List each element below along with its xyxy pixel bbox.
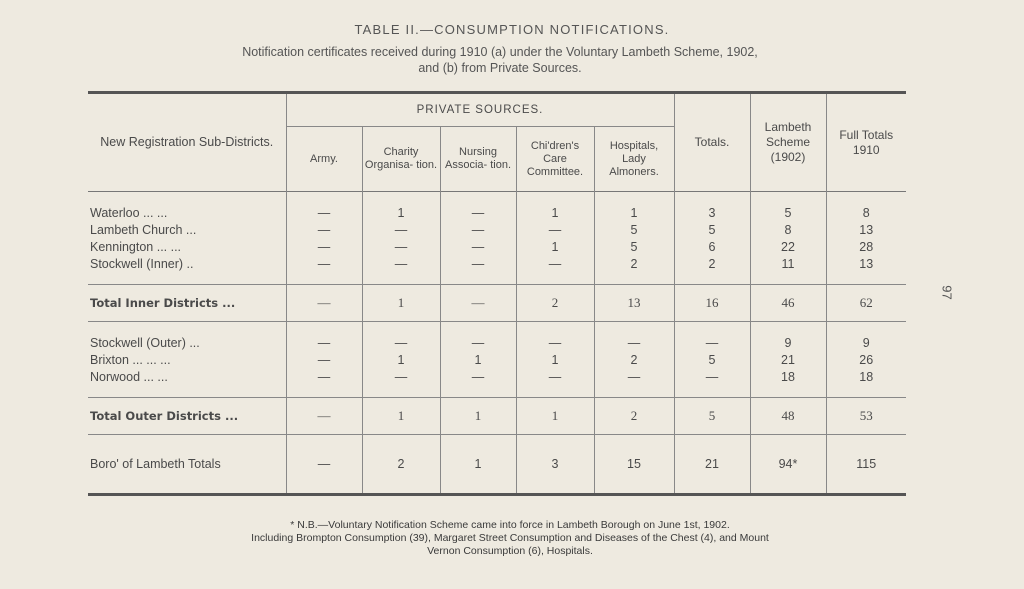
cell: 5 xyxy=(674,398,750,435)
cell: — xyxy=(674,334,750,351)
cell: — xyxy=(440,368,516,385)
cell: 1 xyxy=(362,285,440,322)
cell: 1 xyxy=(362,398,440,435)
page-number: 97 xyxy=(939,285,955,300)
header-nursing: Nursing Associa- tion. xyxy=(440,127,516,192)
row-name: Total Inner Districts ... xyxy=(88,285,286,322)
cell: 1 xyxy=(516,351,594,368)
cell: 28 xyxy=(826,238,906,255)
cell: 1 xyxy=(362,204,440,221)
table-row xyxy=(88,255,906,272)
footnote xyxy=(120,519,900,558)
cell: — xyxy=(362,368,440,385)
cell: — xyxy=(516,221,594,238)
footnote-line-2: Including Brompton Consumption (39), Margaret Street Consumption and Diseases of the Chest (4), and Mount xyxy=(251,532,769,544)
cell: 1 xyxy=(440,398,516,435)
cell: 2 xyxy=(674,255,750,272)
cell: 2 xyxy=(516,285,594,322)
cell: 48 xyxy=(750,398,826,435)
cell: 21 xyxy=(674,435,750,495)
cell: — xyxy=(594,368,674,385)
table-title: TABLE II.—CONSUMPTION NOTIFICATIONS. xyxy=(354,22,670,37)
cell: 1 xyxy=(440,351,516,368)
cell: 53 xyxy=(826,398,906,435)
header-lambeth-scheme: Lambeth Scheme (1902) xyxy=(750,93,826,192)
cell: 22 xyxy=(750,238,826,255)
cell: — xyxy=(440,334,516,351)
header-full-totals: Full Totals 1910 xyxy=(826,93,906,192)
total-inner-districts-row xyxy=(88,285,906,322)
cell: 2 xyxy=(594,398,674,435)
cell: — xyxy=(516,334,594,351)
header-charity: Charity Organisa- tion. xyxy=(362,127,440,192)
table-subtitle xyxy=(100,44,900,76)
table-row xyxy=(88,221,906,238)
cell: 5 xyxy=(750,204,826,221)
cell: 18 xyxy=(750,368,826,385)
cell: 46 xyxy=(750,285,826,322)
cell: — xyxy=(286,255,362,272)
cell: 62 xyxy=(826,285,906,322)
header-district: New Registration Sub-Districts. xyxy=(100,135,274,149)
footnote-line-3: Vernon Consumption (6), Hospitals. xyxy=(427,545,593,557)
cell: 18 xyxy=(826,368,906,385)
header-childrens-care: Chi'dren's Care Committee. xyxy=(516,127,594,192)
cell: — xyxy=(440,238,516,255)
borough-totals-row xyxy=(88,435,906,495)
cell: 13 xyxy=(826,255,906,272)
cell: — xyxy=(286,221,362,238)
cell: 3 xyxy=(516,435,594,495)
cell: — xyxy=(286,398,362,435)
cell: 1 xyxy=(594,204,674,221)
cell: — xyxy=(362,238,440,255)
cell: — xyxy=(440,285,516,322)
cell: 5 xyxy=(594,238,674,255)
cell: 2 xyxy=(362,435,440,495)
subtitle-line-1: Notification certificates received during 1910 (a) under the Voluntary Lambeth Scheme, 1902, xyxy=(242,45,758,59)
cell: — xyxy=(286,285,362,322)
cell: 9 xyxy=(750,334,826,351)
cell: 5 xyxy=(674,351,750,368)
footnote-line-1: * N.B.—Voluntary Notification Scheme came into force in Lambeth Borough on June 1st, 1902. xyxy=(290,519,730,531)
cell: — xyxy=(440,204,516,221)
cell: 94* xyxy=(750,435,826,495)
row-name: Waterloo ... ... xyxy=(90,205,168,220)
cell: 16 xyxy=(674,285,750,322)
cell: 1 xyxy=(516,238,594,255)
row-name: Norwood ... ... xyxy=(90,369,168,384)
header-army: Army. xyxy=(286,127,362,192)
cell: — xyxy=(362,334,440,351)
cell: — xyxy=(594,334,674,351)
cell: 6 xyxy=(674,238,750,255)
cell: 15 xyxy=(594,435,674,495)
cell: — xyxy=(362,221,440,238)
cell: — xyxy=(286,351,362,368)
header-private-sources: PRIVATE SOURCES. xyxy=(286,93,674,127)
cell: 5 xyxy=(594,221,674,238)
total-outer-districts-row xyxy=(88,398,906,435)
cell: 3 xyxy=(674,204,750,221)
table-row xyxy=(88,351,906,368)
subtitle-line-2: and (b) from Private Sources. xyxy=(418,61,582,75)
row-name: Stockwell (Outer) ... xyxy=(90,335,200,350)
cell: 1 xyxy=(362,351,440,368)
row-name: Lambeth Church ... xyxy=(90,222,197,237)
cell: 9 xyxy=(826,334,906,351)
cell: — xyxy=(286,435,362,495)
cell: 115 xyxy=(826,435,906,495)
inner-districts-body xyxy=(88,192,906,495)
cell: 13 xyxy=(826,221,906,238)
cell: 8 xyxy=(750,221,826,238)
cell: — xyxy=(362,255,440,272)
cell: 8 xyxy=(826,204,906,221)
cell: — xyxy=(440,255,516,272)
consumption-notifications-table xyxy=(88,91,906,496)
row-name: Brixton ... ... ... xyxy=(90,352,171,367)
cell: 1 xyxy=(516,204,594,221)
cell: 5 xyxy=(674,221,750,238)
cell: 1 xyxy=(440,435,516,495)
header-totals: Totals. xyxy=(674,93,750,192)
cell: — xyxy=(516,368,594,385)
header-hospitals: Hospitals, Lady Almoners. xyxy=(594,127,674,192)
cell: — xyxy=(674,368,750,385)
table-row xyxy=(88,204,906,221)
row-name: Total Outer Districts ... xyxy=(88,398,286,435)
cell: 1 xyxy=(516,398,594,435)
cell: 26 xyxy=(826,351,906,368)
cell: 2 xyxy=(594,351,674,368)
cell: — xyxy=(286,368,362,385)
cell: — xyxy=(516,255,594,272)
cell: 11 xyxy=(750,255,826,272)
table-row xyxy=(88,334,906,351)
row-name: Boro' of Lambeth Totals xyxy=(88,435,286,495)
table-row xyxy=(88,238,906,255)
cell: 13 xyxy=(594,285,674,322)
cell: 21 xyxy=(750,351,826,368)
cell: — xyxy=(286,238,362,255)
cell: — xyxy=(286,334,362,351)
table-row xyxy=(88,368,906,385)
cell: — xyxy=(440,221,516,238)
row-name: Stockwell (Inner) .. xyxy=(90,256,194,271)
cell: 2 xyxy=(594,255,674,272)
cell: — xyxy=(286,204,362,221)
row-name: Kennington ... ... xyxy=(90,239,182,254)
